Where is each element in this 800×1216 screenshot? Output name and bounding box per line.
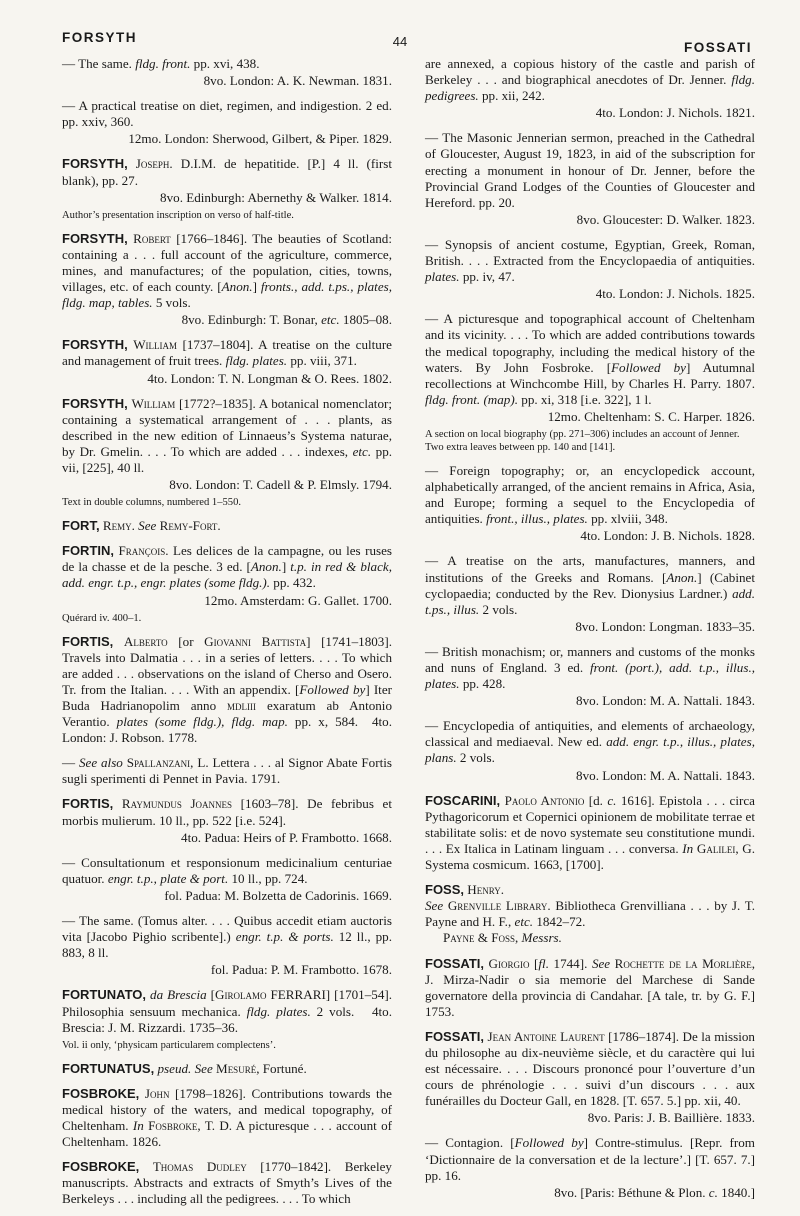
bibliography-entry — [425, 1029, 755, 1127]
right-column — [425, 56, 755, 1210]
entry-text: FORTIN, François. Les delices de la campagne, ou les ruses de la chasse et de la pesche. 3 ed. [Anon.] t.p. in red & black, add. engr. t.p., engr. plates (some fldg.). pp. 432. — [62, 543, 392, 591]
bibliography-entry — [62, 231, 392, 329]
entry-text: — Foreign topography; or, an encyclopedick account, alphabetically arranged, of the ancient remains in Africa, Asia, and Europe; forming a sequel to the Encyclopedia of antiquities. front., illus., plates. pp. xlviii, 348. — [425, 462, 755, 527]
entry-imprint: 8vo. London: M. A. Nattali. 1843. — [576, 693, 755, 709]
running-head-right: FOSSATI — [683, 40, 752, 55]
bibliography-entry — [62, 755, 392, 787]
entry-imprint: 8vo. Gloucester: D. Walker. 1823. — [576, 211, 755, 227]
entry-text: FOSS, Henry. See Grenville Library. Bibliotheca Grenvilliana . . . by J. T. Payne and H. F., etc. 1842–72. Payne & Foss, Messrs. — [425, 882, 756, 946]
entry-text: — See also Spallanzani, L. Lettera . . . al Signor Abate Fortis sugli sperimenti di Pennet in Pavia. 1791. — [62, 755, 392, 787]
entry-text: FOSSATI, Giorgio [fl. 1744]. See Rochette de la Morlière, J. Mirza-Nadir o sia memorie del Marchese di Sande governatore della provincia di Candahar. [A tale, tr. by G. F.] 1753. — [425, 955, 755, 1019]
bibliography-entry — [62, 1159, 392, 1207]
entry-imprint: 8vo. London: T. Cadell & P. Elmsly. 1794. — [169, 477, 392, 493]
entry-text: FOSCARINI, Paolo Antonio [d. c. 1616]. Epistola . . . circa Pythagoricorum et Copernici opinionem de mobilitate terrae et stabilitate solis: et de novo systemate seu constitutione mundi. . . . Ex Italica in Latinam linguam . . . conversa. In Galilei, G. Systema cosmicum. 1663, [1700]. — [425, 792, 755, 873]
entry-text: — Encyclopedia of antiquities, and elements of archaeology, classical and mediaeval. New ed. add. engr. t.p., illus., plates, plans. 2 vols. — [425, 718, 755, 766]
bibliography-entry — [425, 553, 755, 634]
bibliography-entry — [62, 518, 392, 534]
bibliography-entry — [425, 882, 755, 946]
entry-note: Text in double columns, numbered 1–550. — [62, 497, 242, 509]
entry-imprint: 4to. Padua: Heirs of P. Frambotto. 1668. — [181, 829, 392, 845]
entry-imprint: 12mo. Cheltenham: S. C. Harper. 1826. — [547, 408, 755, 424]
entry-text: — The same. fldg. front. pp. xvi, 438. — [62, 56, 260, 71]
entry-imprint: 8vo. Edinburgh: T. Bonar, etc. 1805–08. — [181, 312, 392, 328]
entry-imprint: 4to. London: J. B. Nichols. 1828. — [580, 528, 755, 544]
entry-note: Quérard iv. 400–1. — [62, 612, 142, 624]
entry-imprint: 4to. London: J. Nichols. 1821. — [595, 105, 755, 121]
entry-text: — The same. (Tomus alter. . . . Quibus accedit etiam auctoris vita [Jacobo Pighio scribente].) engr. t.p. & ports. 12 ll., pp. 883, 8 ll. — [62, 913, 392, 961]
entry-imprint: 8vo. Paris: J. B. Baillière. 1833. — [587, 1110, 755, 1126]
entry-text: FOSBROKE, John [1798–1826]. Contributions towards the medical history of the waters, and medical topography, of Cheltenham. In Fosbroke, T. D. A picturesque . . . account of Cheltenham. 1826. — [62, 1085, 392, 1150]
entry-imprint: 4to. London: T. N. Longman & O. Rees. 1802. — [147, 370, 392, 386]
entry-text: FOSSATI, Jean Antoine Laurent [1786–1874]. De la mission du philosophe au dix-neuvième siècle, et du caractère qui lui est nécessaire. . . . Discours prononcé pour l’ouverture d’un cours de phrénologie . . . suivi d’un discours . . . aux funérailles du Docteur Gall, en 1828. [T. 657. 5.] pp. xii, 40. — [425, 1028, 755, 1109]
entry-text: FORSYTH, William [1737–1804]. A treatise on the culture and management of fruit trees. fldg. plates. pp. viii, 371. — [62, 337, 392, 369]
entry-note: A section on local biography (pp. 271–306) includes an account of Jenner. Two extra leaves between pp. 140 and [141]. — [425, 428, 740, 453]
entry-imprint: fol. Padua: P. M. Frambotto. 1678. — [210, 962, 392, 978]
bibliography-entry — [62, 634, 392, 747]
entry-text: FORSYTH, Robert [1766–1846]. The beauties of Scotland: containing a . . . full account of the agriculture, commerce, mines, and manufactures; of the population, cities, towns, villages, etc. of each county. [Anon.] fronts., add. t.ps., plates, fldg. map, tables. 5 vols. — [62, 230, 392, 311]
entry-imprint: 12mo. London: Sherwood, Gilbert, & Piper. 1829. — [128, 131, 392, 147]
entry-note: Author’s presentation inscription on verso of half-title. — [62, 209, 294, 221]
bibliography-entry — [425, 644, 755, 709]
entry-imprint: fol. Padua: M. Bolzetta de Cadorinis. 1669. — [164, 887, 392, 903]
bibliography-entry — [62, 1061, 392, 1077]
bibliography-entry — [62, 543, 392, 624]
bibliography-entry — [62, 796, 392, 845]
entry-text: — British monachism; or, manners and customs of the monks and nuns of England. 3 ed. front. (port.), add. t.p., illus., plates. pp. 428. — [425, 643, 755, 692]
bibliography-entry — [425, 130, 755, 228]
bibliography-entry — [62, 1086, 392, 1150]
bibliography-entry — [425, 1135, 755, 1200]
entry-text: FORTUNATUS, pseud. See Mesuré, Fortuné. — [62, 1060, 307, 1076]
entry-imprint: 8vo. Edinburgh: Abernethy & Walker. 1814. — [160, 189, 392, 205]
bibliography-entry — [425, 237, 755, 302]
bibliography-entry — [62, 987, 392, 1051]
left-column — [62, 56, 392, 1216]
bibliography-entry — [425, 718, 755, 783]
entry-text: — A picturesque and topographical account of Cheltenham and its vicinity. . . . To which are added contributions towards the medical topography, including the medical history of the waters. By John Fosbroke. [Followed by] Autumnal recollections at Winchcombe Hill, by Charles H. Parry. 1807. fldg. front. (map). pp. xi, 318 [i.e. 322], 1 l. — [425, 311, 755, 407]
entry-text: — Synopsis of ancient costume, Egyptian, Greek, Roman, British. . . . Extracted from the Encyclopaedia of antiquities. plates. pp. iv, 47. — [425, 236, 755, 285]
bibliography-entry — [62, 396, 392, 510]
entry-note: Vol. ii only, ‘physicam particularem complectens’. — [62, 1039, 276, 1051]
entry-text: FORTUNATO, da Brescia [Girolamo FERRARI] [1701–54]. Philosophia sensuum mechanica. fldg. plates. 2 vols. 4to. Brescia: J. M. Rizzardi. 1735–36. — [62, 987, 392, 1035]
entry-text: — The Masonic Jennerian sermon, preached in the Cathedral of Gloucester, August 19, 1823, in aid of the subscription for erecting a monument in honour of Dr. Jenner, before the Provincial Grand Lodges of the Counties of Gloucester and Hereford. pp. 20. — [425, 130, 755, 210]
entry-text: FOSBROKE, Thomas Dudley [1770–1842]. Berkeley manuscripts. Abstracts and extracts of Smyth’s Lives of the Berkeleys . . . including all the pedigrees. . . . To which — [62, 1159, 392, 1207]
bibliography-entry — [425, 311, 755, 454]
bibliography-entry — [425, 463, 755, 544]
entry-text: FORTIS, Raymundus Joannes [1603–78]. De febribus et morbis mulierum. 10 ll., pp. 522 [i.e. 524]. — [62, 796, 392, 828]
entry-text: — A practical treatise on diet, regimen, and indigestion. 2 ed. pp. xxiv, 360. — [62, 98, 392, 130]
entry-imprint: 8vo. London: Longman. 1833–35. — [575, 618, 755, 634]
bibliography-entry — [62, 337, 392, 386]
entry-text: are annexed, a copious history of the castle and parish of Berkeley . . . and biographical anecdotes of Dr. Jenner. fldg. pedigrees. pp. xii, 242. — [425, 56, 755, 104]
bibliography-entry — [425, 793, 755, 873]
bibliography-entry — [62, 855, 392, 904]
entry-text: FORTIS, Alberto [or Giovanni Battista] [1741–1803]. Travels into Dalmatia . . . in a series of letters. . . . To which are added . . . observations on the island of Cherso and Osero. Tr. from the Italian. . . . With an appendix. [Followed by] Iter Buda Hadrianopolim anno mdliii exaratum ab Antonio Verantio. plates (some fldg.), fldg. map. pp. x, 584. 4to. London: J. Robson. 1778. — [62, 633, 393, 746]
entry-imprint: 8vo. London: A. K. Newman. 1831. — [203, 73, 392, 89]
entry-imprint: 4to. London: J. Nichols. 1825. — [595, 286, 755, 302]
entry-text: FORT, Remy. See Remy-Fort. — [62, 518, 221, 534]
entry-text: — Consultationum et responsionum medicinalium centuriae quatuor. engr. t.p., plate & port. 10 ll., pp. 724. — [62, 854, 392, 886]
entry-imprint: 8vo. [Paris: Béthune & Plon. c. 1840.] — [554, 1184, 755, 1200]
running-head-left: FORSYTH — [62, 30, 138, 45]
entry-text: FORSYTH, William [1772?–1835]. A botanical nomenclator; containing a systematical arrangement of . . . plants, as described in the new edition of Linnaeus’s Systema naturae, by Dr. Gmelin. . . . To which are added . . . indexes, etc. pp. vii, [225], 40 ll. — [62, 395, 393, 475]
bibliography-entry — [62, 156, 392, 221]
entry-imprint: 8vo. London: M. A. Nattali. 1843. — [576, 767, 755, 783]
bibliography-entry — [62, 98, 392, 147]
entry-text: FORSYTH, Joseph. D.I.M. de hepatitide. [P.] 4 ll. (first blank), pp. 27. — [62, 156, 392, 188]
entry-text: — Contagion. [Followed by] Contre-stimulus. [Repr. from ‘Dictionnaire de la conversation et de la lecture’.] [T. 657. 7.] pp. 16. — [425, 1135, 755, 1183]
bibliography-entry — [425, 56, 755, 121]
bibliography-entry — [62, 913, 392, 978]
entry-text: — A treatise on the arts, manufactures, manners, and institutions of the Greeks and Romans. [Anon.] (Cabinet cyclopaedia; conducted by the Rev. Dionysius Lardner.) add. t.ps., illus. 2 vols. — [425, 553, 755, 617]
page-number: 44 — [392, 34, 408, 49]
entry-imprint: 12mo. Amsterdam: G. Gallet. 1700. — [204, 592, 392, 608]
bibliography-entry — [425, 956, 755, 1020]
bibliography-entry — [62, 56, 392, 89]
